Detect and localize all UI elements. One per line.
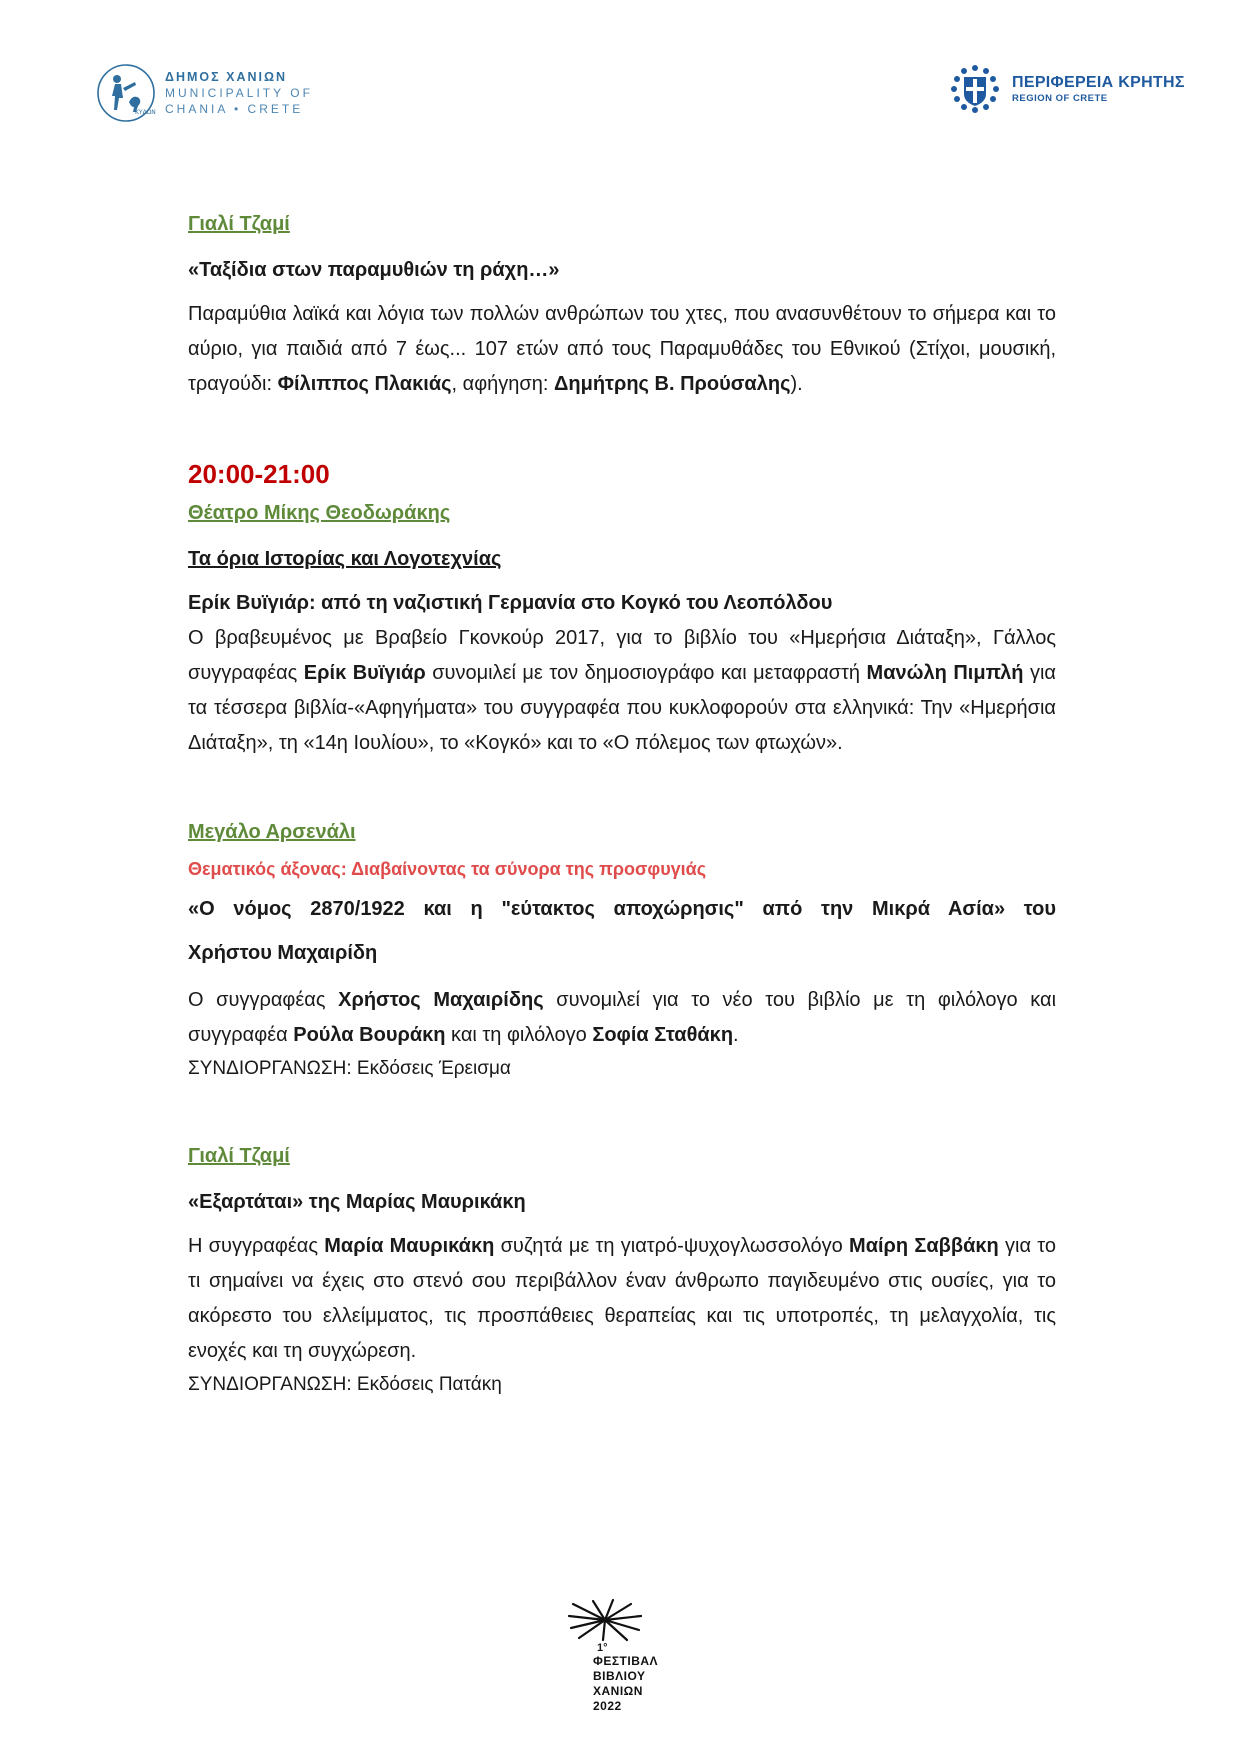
text-run: . — [733, 1024, 739, 1046]
person-name: Ρούλα Βουράκη — [293, 1024, 446, 1046]
text-run: συνομιλεί για το νέο του βιβλίο με τη φιλόλογο και συγγραφέα — [188, 989, 1057, 1046]
region-name: ΠΕΡΙΦΕΡΕΙΑ ΚΡΗΤΗΣ — [1012, 74, 1185, 91]
festival-logo — [565, 1598, 685, 1714]
text-run: ). — [790, 373, 803, 395]
region-emblem-icon — [948, 62, 1002, 116]
co-organizer: ΣΥΝΔΙΟΡΓΑΝΩΣΗ: Εκδόσεις Πατάκη — [188, 1374, 502, 1395]
person-name: Δημήτρης Β. Προύσαλης — [554, 373, 791, 395]
festival-line2: ΒΙΒΛΙΟΥ — [593, 1669, 646, 1683]
theme-label: Θεματικός άξονας: Διαβαίνοντας τα σύνορα της προσφυγιάς — [188, 859, 707, 879]
event-description — [188, 297, 1056, 402]
municipality-line2: MUNICIPALITY OF — [165, 86, 313, 100]
region-logo — [948, 62, 1185, 116]
event-title: Τα όρια Ιστορίας και Λογοτεχνίας — [188, 548, 502, 570]
festival-burst-icon — [565, 1598, 645, 1642]
municipality-logo — [95, 62, 313, 124]
municipality-seal-icon — [95, 62, 157, 124]
text-run: Η συγγραφέας — [188, 1235, 325, 1257]
text-run: συζητά με τη γιατρό-ψυχογλωσσολόγο — [494, 1235, 850, 1257]
svg-text:ΚΥΔΩΝ: ΚΥΔΩΝ — [135, 109, 156, 116]
person-name: Χρήστος Μαχαιρίδης — [338, 989, 544, 1011]
time-slot: 20:00-21:00 — [188, 459, 330, 489]
text-run: για τα τέσσερα βιβλία-«Αφηγήματα» του συγγραφέα που κυκλοφορούν στα ελληνικά: Την «Ημερήσια Διάταξη», τη «14η Ιουλίου», το «Κογκό» και το «Ο πόλεμος των φτωχών». — [188, 662, 1056, 754]
person-name: Φίλιππος Πλακιάς — [277, 373, 452, 395]
text-run: Ο βραβευμένος με Βραβείο Γκονκούρ 2017, για το βιβλίο του «Ημερήσια Διάταξη», Γάλλος συγγραφέας — [188, 627, 1056, 684]
text-run: και τη φιλόλογο — [445, 1024, 593, 1046]
person-name: Σοφία Σταθάκη — [592, 1024, 734, 1046]
text-run: , αφήγηση: — [451, 373, 554, 395]
venue-heading: Γιαλί Τζαμί — [188, 1145, 290, 1167]
festival-edition: 1° — [597, 1642, 608, 1654]
text-run: για το τι σημαίνει να έχεις στο στενό σου περιβάλλον έναν άνθρωπο παγιδευμένο στις ουσίες, για το ακόρεστο του ελλείμματος, τις προσπάθειες θεραπείας και τις υποτροπές, τη μελαγχολία, τις ενοχές και τη συγχώρεση. — [188, 1235, 1056, 1362]
event-title: «Ο νόμος 2870/1922 και η "εύτακτος αποχώρησις" από την Μικρά Ασία» του — [188, 898, 1056, 920]
person-name: Μαίρη Σαββάκη — [849, 1235, 999, 1257]
person-name: Μαρία Μαυρικάκη — [324, 1235, 495, 1257]
text-run: συνομιλεί με τον δημοσιογράφο και μεταφραστή — [425, 662, 867, 684]
venue-heading: Θέατρο Μίκης Θεοδωράκης — [188, 502, 451, 524]
municipality-name: ΔΗΜΟΣ ΧΑΝΙΩΝ — [165, 70, 288, 84]
text-run: Παραμύθια λαϊκά και λόγια των πολλών ανθρώπων του χτες, που ανασυνθέτουν το σήμερα και το αύριο, για παιδιά από 7 έως... 107 ετών από τους Παραμυθάδες του Εθνικού (Στίχοι, μουσική, τραγούδι: — [188, 303, 1056, 395]
municipality-line3: CHANIA • CRETE — [165, 102, 304, 116]
program-content — [188, 205, 1056, 1401]
event-description — [188, 983, 1056, 1053]
text-run: Ο συγγραφέας — [188, 989, 339, 1011]
person-name: Ερίκ Βυϊγιάρ — [303, 662, 426, 684]
event-title-author: Χρήστου Μαχαιρίδη — [188, 942, 378, 964]
person-name: Μανώλη Πιμπλή — [866, 662, 1024, 684]
event-title: «Εξαρτάται» της Μαρίας Μαυρικάκη — [188, 1191, 526, 1213]
festival-line3: ΧΑΝΙΩΝ — [593, 1684, 643, 1698]
event-subtitle: Ερίκ Βυϊγιάρ: από τη ναζιστική Γερμανία στο Κογκό του Λεοπόλδου — [188, 592, 833, 614]
region-name-en: REGION OF CRETE — [1012, 93, 1108, 104]
festival-year: 2022 — [593, 1699, 622, 1713]
venue-heading: Μεγάλο Αρσενάλι — [188, 821, 356, 843]
event-description — [188, 1229, 1056, 1369]
event-description — [188, 621, 1056, 761]
festival-line1: ΦΕΣΤΙΒΑΛ — [593, 1654, 659, 1668]
event-title: «Ταξίδια στων παραμυθιών τη ράχη…» — [188, 259, 560, 281]
co-organizer: ΣΥΝΔΙΟΡΓΑΝΩΣΗ: Εκδόσεις Έρεισμα — [188, 1058, 511, 1079]
venue-heading: Γιαλί Τζαμί — [188, 213, 290, 235]
